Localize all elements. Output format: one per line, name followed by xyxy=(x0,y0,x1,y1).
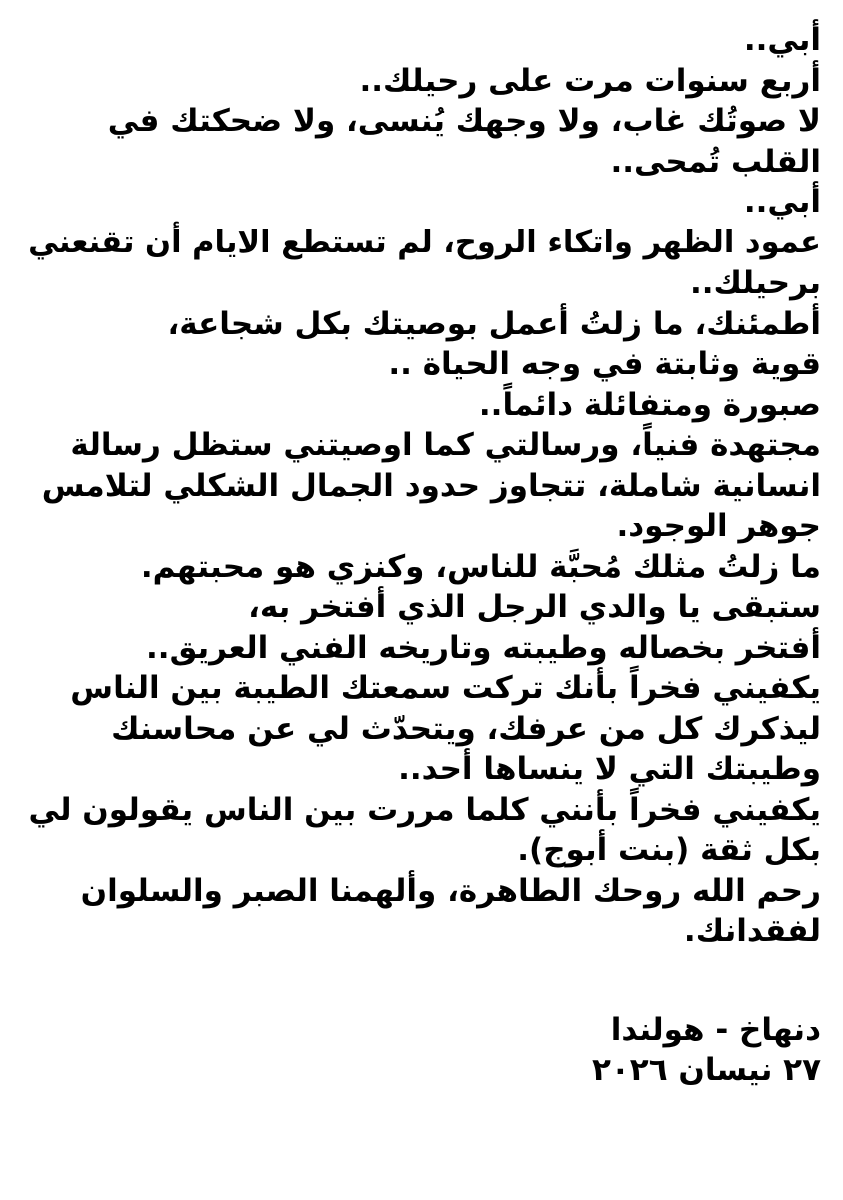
letter-line: يكفيني فخراً بأنك تركت سمعتك الطيبة بين الناس xyxy=(70,670,821,706)
letter-page xyxy=(22,20,821,1190)
letter-line: عمود الظهر واتكاء الروح، لم تستطع الايام أن تقنعني xyxy=(28,224,821,260)
letter-line: أبي.. xyxy=(743,22,821,58)
letter-footer xyxy=(22,1010,821,1091)
letter-line: انسانية شاملة، تتجاوز حدود الجمال الشكلي لتلامس xyxy=(41,467,821,504)
letter-line: القلب تُمحى.. xyxy=(610,143,821,180)
place-line: دنهاخ - هولندا xyxy=(610,1011,821,1048)
letter-line: رحم الله روحك الطاهرة، وألهمنا الصبر والسلوان xyxy=(80,872,821,909)
letter-line: لا صوتُك غاب، ولا وجهك يُنسى، ولا ضحكتك في xyxy=(107,103,821,139)
letter-line: أفتخر بخصاله وطيبته وتاريخه الفني العريق.. xyxy=(146,629,821,666)
spacer xyxy=(22,952,821,1010)
letter-line: ما زلتُ مثلك مُحبَّة للناس، وكنزي هو محبتهم. xyxy=(140,548,821,585)
letter-line: لفقدانك. xyxy=(683,913,821,949)
letter-line: بكل ثقة (بنت أبوج). xyxy=(517,832,821,868)
letter-line: وطيبتك التي لا ينساها أحد.. xyxy=(398,751,821,787)
letter-line: ستبقى يا والدي الرجل الذي أفتخر به، xyxy=(248,589,821,625)
letter-line: مجتهدة فنياً، ورسالتي كما اوصيتني ستظل رسالة xyxy=(70,427,821,463)
letter-line: صبورة ومتفائلة دائماً.. xyxy=(478,386,821,423)
date-line: ٢٧ نيسان ٢٠٢٦ xyxy=(591,1052,821,1088)
letter-line: ليذكرك كل من عرفك، ويتحدّث لي عن محاسنك xyxy=(111,710,821,747)
letter-body xyxy=(22,20,821,952)
letter-line: أبي.. xyxy=(743,184,821,220)
letter-line: قوية وثابتة في وجه الحياة .. xyxy=(388,346,821,382)
letter-line: أربع سنوات مرت على رحيلك.. xyxy=(359,62,821,99)
letter-line: يكفيني فخراً بأنني كلما مررت بين الناس يقولون لي xyxy=(28,791,821,828)
letter-line: برحيلك.. xyxy=(690,265,821,301)
letter-line: أطمئنك، ما زلتُ أعمل بوصيتك بكل شجاعة، xyxy=(167,305,821,342)
letter-line: جوهر الوجود. xyxy=(616,508,821,544)
